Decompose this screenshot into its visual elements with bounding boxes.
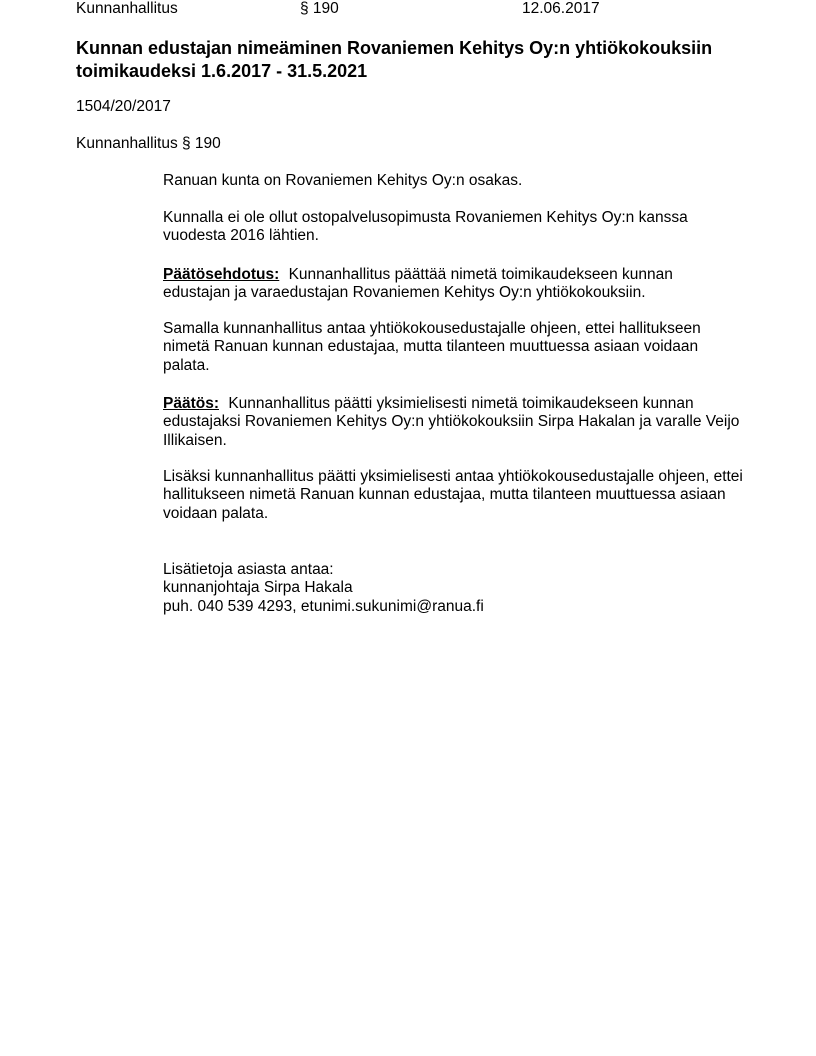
paragraph-instruction: Samalla kunnanhallitus antaa yhtiökokousedustajalle ohjeen, ettei hallitukseen nimetä Ranuan kunnan edustajaa, mutta tilanteen muuttuessa asiaan voidaan palata. <box>163 320 701 374</box>
contact-person: kunnanjohtaja Sirpa Hakala <box>163 579 353 597</box>
paragraph-decision <box>163 395 743 450</box>
paragraph-no-contract: Kunnalla ei ole ollut ostopalvelusopimusta Rovaniemen Kehitys Oy:n kanssa vuodesta 2016 lähtien. <box>163 209 688 245</box>
paragraph-shareholder: Ranuan kunta on Rovaniemen Kehitys Oy:n osakas. <box>163 172 523 189</box>
decision-label: Päätös: <box>163 395 219 412</box>
proposal-label: Päätösehdotus: <box>163 266 280 283</box>
section-reference: Kunnanhallitus § 190 <box>76 135 221 152</box>
paragraph-additional: Lisäksi kunnanhallitus päätti yksimielisesti antaa yhtiökokousedustajalle ohjeen, ettei hallitukseen nimetä Ranuan kunnan edustajaa, mutta tilanteen muuttuessa asiaan voidaan palata. <box>163 468 743 522</box>
paragraph-proposal <box>163 266 743 303</box>
document-title: Kunnan edustajan nimeäminen Rovaniemen Kehitys Oy:n yhtiökokouksiin toimikaudeksi 1.6.2017 - 31.5.2021 <box>76 38 713 81</box>
decision-text: Kunnanhallitus päätti yksimielisesti nimetä toimikaudekseen kunnan edustajaksi Rovaniemen Kehitys Oy:n yhtiökokouksiin Sirpa Hakalan ja varalle Veijo Illikaisen. <box>163 395 740 449</box>
header-date: 12.06.2017 <box>522 0 600 17</box>
diary-number: 1504/20/2017 <box>76 98 171 115</box>
header-organ: Kunnanhallitus <box>76 0 178 17</box>
proposal-text: Kunnanhallitus päättää nimetä toimikaudekseen kunnan edustajan ja varaedustajan Rovaniemen Kehitys Oy:n yhtiökokouksiin. <box>163 266 673 302</box>
contact-intro: Lisätietoja asiasta antaa: <box>163 561 334 578</box>
contact-phone-email: puh. 040 539 4293, etunimi.sukunimi@ranua.fi <box>163 597 484 615</box>
header-section: § 190 <box>300 0 339 17</box>
contact-block <box>163 561 743 616</box>
